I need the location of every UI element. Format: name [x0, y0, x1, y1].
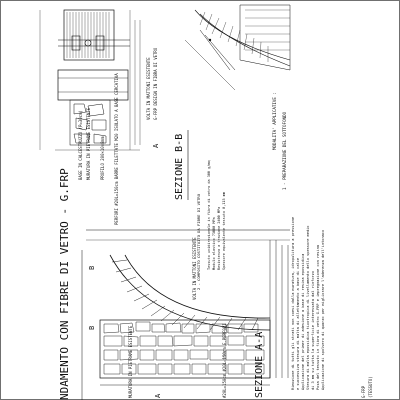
- notes-heading: MODALITA' APPLICATIVE :: [272, 92, 277, 150]
- label-base-sottofondo: BASE IN CALCESTRUZZO (P=30cm): [78, 110, 83, 180]
- leader-dot: [209, 39, 211, 41]
- notes-line-5: di 3 mm su tutta la superficie interessata dal rinforzo: [311, 271, 315, 390]
- label-perfori-aa: #20L=150cm #20L=150cm E.PERFORI: [222, 323, 227, 398]
- notes-line-2: e successiva stesura di malta di allettamento a base di calce: [296, 258, 300, 390]
- composito-line-2: Modulo elastico 73000 MPa: [212, 217, 216, 270]
- notes-line-6: Posa del tessuto in fibra di vetro G-FRP e impregnazione con resina: [316, 245, 320, 390]
- marker-a-bottom: A: [154, 393, 162, 398]
- notes-line-3: Applicazione del primer di adesione a base di resina epossidica: [301, 253, 305, 390]
- composito-line-4: Spessore equivalente tessuto 0,115 mm: [222, 192, 226, 270]
- marker-b-left: B: [88, 265, 96, 270]
- section-aa-title: SEZIONE A-A: [254, 331, 265, 398]
- label-volta-aa: VOLTA IN MATTONI ESISTENTE: [192, 237, 197, 300]
- footer-code-2: (TESSUTO): [368, 376, 373, 398]
- label-perfori-bb: PERFORI #20L=150cm BARRE FILETTATE M20 ISOLATO A BASE CERCATIVA: [114, 73, 119, 225]
- notes-item1: 1 - PREPARAZIONE DEL SOTTOFONDO: [282, 111, 287, 190]
- drawing-title: NDAMENTO CON FIBRE DI VETRO - G.FRP: [58, 168, 71, 400]
- label-muratura-bb: MURATURA IN PIETRAME ESISTENTE: [86, 107, 91, 180]
- label-muratura-aa: MURATURA IN PIETRAME ESISTENTE: [128, 325, 133, 398]
- section-bb-title: SEZIONE B-B: [174, 133, 185, 200]
- label-gfrp: G-FRP DESIGN IN FIBRA DI VETRO: [153, 47, 158, 120]
- label-profilo: PROFILO 200×10×8mm: [100, 136, 105, 180]
- marker-b-right: B: [88, 325, 96, 330]
- composito-line-1: Tessuto unidirezionale in fibra di vetro da 300 g/mq: [207, 160, 211, 270]
- footer-code: G-FRP: [361, 385, 366, 398]
- marker-a-top: A: [152, 143, 160, 148]
- label-volta-bb: VOLTA IN MATTONI ESISTENTE: [146, 57, 151, 120]
- composito-heading: 2 - COMPOSITO COSTITUITO DA FIBRE DI VETRO: [196, 193, 201, 290]
- composito-line-3: Resistenza a trazione 2400 MPa: [217, 206, 221, 270]
- notes-line-7: Applicazione di spolvero di quarzo per migliorare l'aderenza dell'intonaco: [321, 229, 325, 390]
- notes-line-4: Stesura di malta epossidica tixotropica di livellamento dello spessore medio: [306, 225, 310, 390]
- notes-line-1: Rimozione di tutti gli strati non coesi dalla muratura, idropulitura a pressione: [291, 216, 295, 390]
